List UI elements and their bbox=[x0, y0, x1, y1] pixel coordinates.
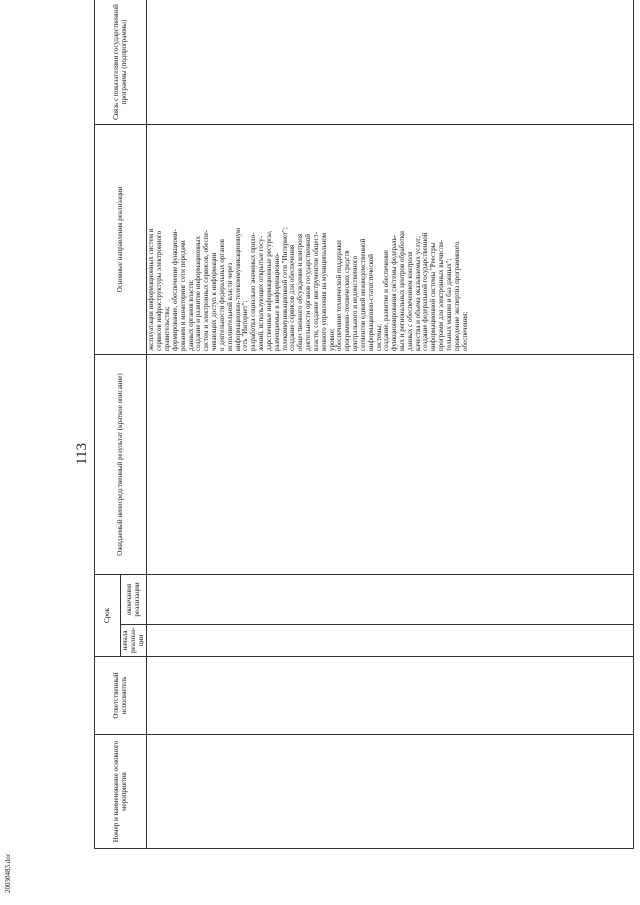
cell-expected-result bbox=[147, 354, 634, 574]
file-name: 20030483.doc bbox=[4, 853, 12, 893]
header-expected-result: Ожидаемый непосредственный результат (краткое описание) bbox=[95, 354, 147, 574]
page-number: 113 bbox=[74, 443, 90, 465]
cell-responsible bbox=[147, 657, 634, 735]
cell-term-end bbox=[147, 574, 634, 624]
header-responsible: Ответственный исполнитель bbox=[95, 657, 147, 735]
cell-term-start bbox=[147, 625, 634, 657]
header-term-end: окончания реализации bbox=[121, 574, 147, 624]
program-table bbox=[94, 0, 634, 849]
cell-link-indicators bbox=[147, 0, 634, 124]
table-row bbox=[147, 0, 634, 849]
header-term: Срок bbox=[95, 574, 121, 656]
header-term-start: начала реализа-ции bbox=[121, 625, 147, 657]
cell-number-and-name bbox=[147, 735, 634, 849]
header-number-and-name: Номер и наименование основного мероприятия bbox=[95, 735, 147, 849]
cell-main-directions: эксплуатация информационных систем и сервисов инфраструктуры электронного правительства; формирование, обеспечение функциони- рования и мониторинг сети передачи данных органов власти; создание и развитие информационных систем и электронных сервисов, обеспе- чивающих доступ к информации о деятельности федеральных органов исполнительной власти через информационно-телекоммуникационную сеть "Интернет"; разработка социально значимых прило- жений, использующих открытые госу- дарственные информационные ресурсы, размещаемые в информационно- телекоммуникационной сети "Интернет"; создание сервисов для обеспечения общественного обсуждения и контроля деятельности органов государственной власти, создание инструментов общест- венного управления на муниципальном уровне; обеспечение технической поддержки программно-технических средств центрального и ведомственного сегментов единой межведомственной информационно-статистической системы; создание, развитие и обеспечение функционирования системы федераль- ных и региональных центров обработки данных с обеспечением контроля качества и объема оказываемых услуг; создание федеральной государственной информационной системы "Реестры программ для электронных вычисли- тельных машин и баз данных"; проведение экспертиз программного обеспечения; bbox=[147, 124, 634, 354]
header-row bbox=[95, 0, 121, 849]
header-link-indicators: Связь с показателями государственной программы (подпрограммы) bbox=[95, 0, 147, 124]
header-main-directions: Основные направления реализации bbox=[95, 124, 147, 354]
